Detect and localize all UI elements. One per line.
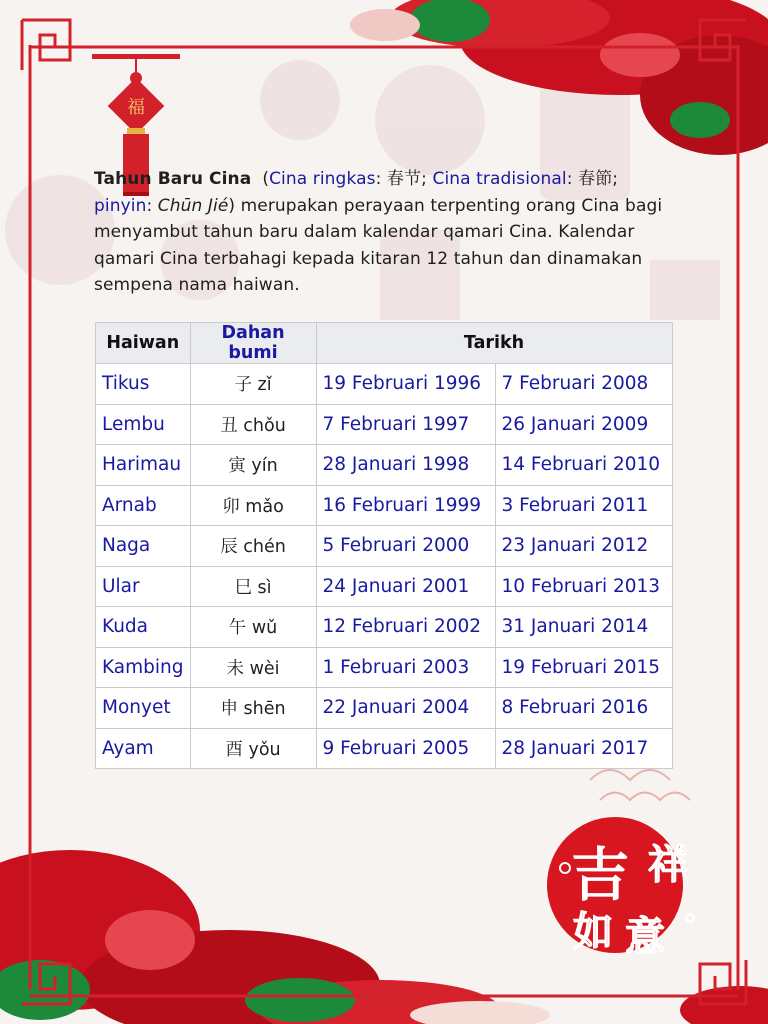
date-cell[interactable]: 31 Januari 2014 xyxy=(495,607,672,648)
date-cell[interactable]: 12 Februari 2002 xyxy=(316,607,495,648)
auspicious-stamp xyxy=(547,817,694,960)
branch-cell: 寅 yín xyxy=(190,445,316,486)
zodiac-table-body xyxy=(96,364,673,769)
header-date: Tarikh xyxy=(316,323,672,364)
date-cell[interactable]: 28 Januari 2017 xyxy=(495,728,672,769)
date-cell[interactable]: 22 Januari 2004 xyxy=(316,688,495,729)
intro-body: ) merupakan perayaan terpenting orang Cina bagi menyambut tahun baru dalam kalendar qamari Cina. Kalendar qamari Cina terbahagi kepada kitaran 12 tahun dan dinamakan sempena nama haiwan. xyxy=(94,195,663,295)
table-row xyxy=(96,526,673,567)
date-cell[interactable]: 19 Februari 2015 xyxy=(495,647,672,688)
date-cell[interactable]: 23 Januari 2012 xyxy=(495,526,672,567)
branch-cell: 未 wèi xyxy=(190,647,316,688)
page-title: Tahun Baru Cina xyxy=(94,169,252,189)
date-cell[interactable]: 8 Februari 2016 xyxy=(495,688,672,729)
table-row xyxy=(96,647,673,688)
svg-text:祥: 祥 xyxy=(648,841,688,888)
date-cell[interactable]: 3 Februari 2011 xyxy=(495,485,672,526)
branch-cell: 巳 sì xyxy=(190,566,316,607)
peony-bottom-left xyxy=(0,850,550,1024)
table-row xyxy=(96,404,673,445)
header-animal: Haiwan xyxy=(96,323,191,364)
animal-cell[interactable]: Ular xyxy=(96,566,191,607)
date-cell[interactable]: 10 Februari 2013 xyxy=(495,566,672,607)
link-traditional-chinese[interactable]: Cina tradisional xyxy=(432,169,567,189)
table-row xyxy=(96,607,673,648)
simplified-value: 春节 xyxy=(386,169,422,189)
date-cell[interactable]: 14 Februari 2010 xyxy=(495,445,672,486)
pinyin-value: Chūn Jié xyxy=(157,195,229,216)
branch-cell: 卯 mǎo xyxy=(190,485,316,526)
branch-cell: 申 shēn xyxy=(190,688,316,729)
date-cell[interactable]: 7 Februari 1997 xyxy=(316,404,495,445)
animal-cell[interactable]: Kambing xyxy=(96,647,191,688)
link-simplified-chinese[interactable]: Cina ringkas xyxy=(269,169,376,189)
animal-cell[interactable]: Harimau xyxy=(96,445,191,486)
table-row xyxy=(96,688,673,729)
branch-cell: 酉 yǒu xyxy=(190,728,316,769)
branch-cell: 午 wǔ xyxy=(190,607,316,648)
branch-cell: 子 zǐ xyxy=(190,364,316,405)
svg-text:吉: 吉 xyxy=(570,841,630,909)
animal-cell[interactable]: Tikus xyxy=(96,364,191,405)
date-cell[interactable]: 16 Februari 1999 xyxy=(316,485,495,526)
branch-cell: 丑 chǒu xyxy=(190,404,316,445)
header-branch[interactable]: Dahan bumi xyxy=(190,323,316,364)
table-row xyxy=(96,445,673,486)
traditional-value: 春節 xyxy=(578,169,613,189)
date-cell[interactable]: 9 Februari 2005 xyxy=(316,728,495,769)
date-cell[interactable]: 24 Januari 2001 xyxy=(316,566,495,607)
animal-cell[interactable]: Arnab xyxy=(96,485,191,526)
date-cell[interactable]: 7 Februari 2008 xyxy=(495,364,672,405)
animal-cell[interactable]: Ayam xyxy=(96,728,191,769)
animal-cell[interactable]: Naga xyxy=(96,526,191,567)
table-row xyxy=(96,364,673,405)
date-cell[interactable]: 28 Januari 1998 xyxy=(316,445,495,486)
svg-text:意: 意 xyxy=(625,913,665,960)
table-row xyxy=(96,566,673,607)
svg-text:福: 福 xyxy=(127,97,145,118)
intro-paragraph: Tahun Baru Cina (Cina ringkas: 春节; Cina tradisional: 春節; pinyin: Chūn Jié) merupakan perayaan terpenting orang Cina bagi menyambut tahun baru dalam kalendar qamari Cina. Kalendar qamari Cina terbahagi kepada kitaran 12 tahun dan dinamakan sempena nama haiwan. xyxy=(94,169,663,295)
zodiac-table xyxy=(95,322,673,769)
date-cell[interactable]: 1 Februari 2003 xyxy=(316,647,495,688)
animal-cell[interactable]: Kuda xyxy=(96,607,191,648)
date-cell[interactable]: 19 Februari 1996 xyxy=(316,364,495,405)
table-row xyxy=(96,485,673,526)
branch-cell: 辰 chén xyxy=(190,526,316,567)
table-row xyxy=(96,728,673,769)
svg-text:如: 如 xyxy=(573,908,613,955)
animal-cell[interactable]: Monyet xyxy=(96,688,191,729)
date-cell[interactable]: 26 Januari 2009 xyxy=(495,404,672,445)
intro-section xyxy=(94,166,674,299)
animal-cell[interactable]: Lembu xyxy=(96,404,191,445)
link-pinyin[interactable]: pinyin xyxy=(94,195,147,216)
table-header-row xyxy=(96,323,673,364)
date-cell[interactable]: 5 Februari 2000 xyxy=(316,526,495,567)
